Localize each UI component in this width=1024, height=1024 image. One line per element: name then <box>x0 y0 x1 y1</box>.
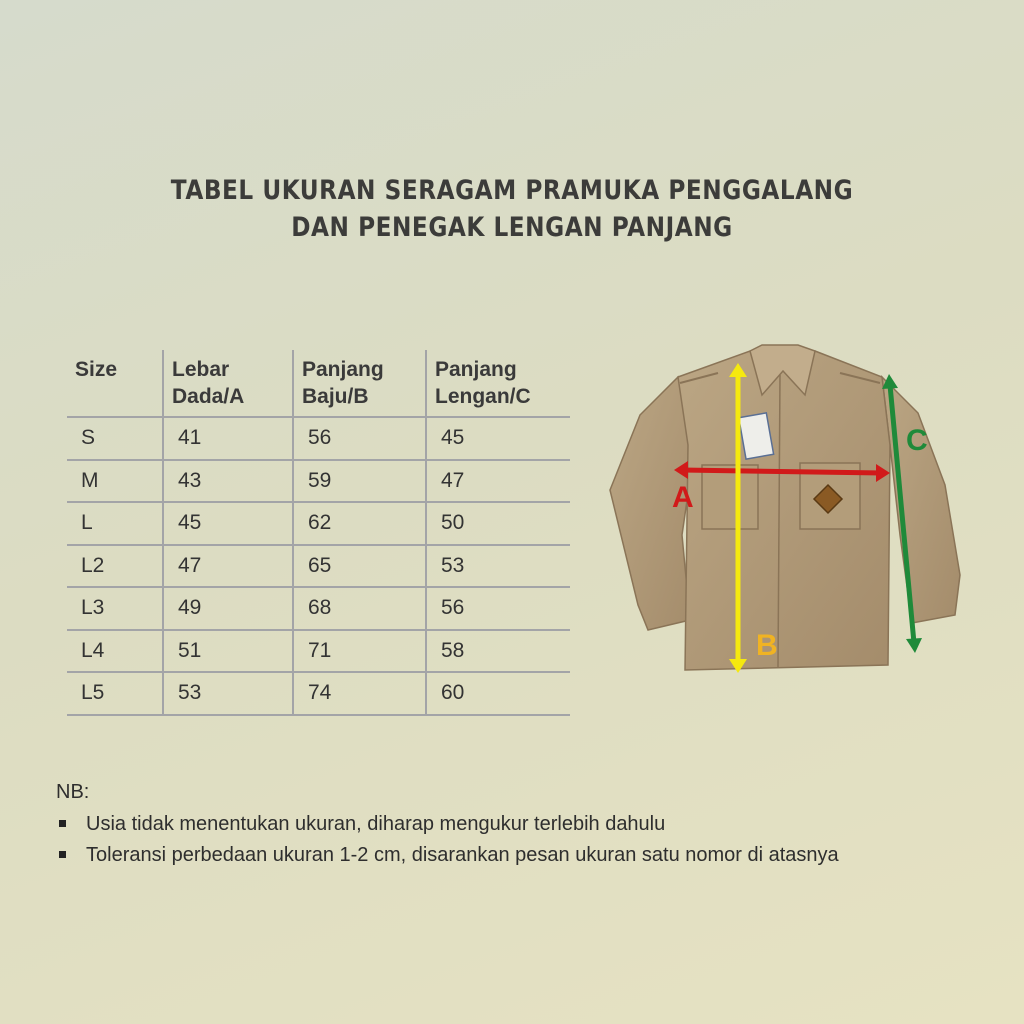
cell-lebar-dada: 47 <box>163 545 293 588</box>
header-panjang-baju <box>293 350 426 417</box>
cell-panjang-baju: 62 <box>293 502 426 545</box>
table-row <box>67 672 570 715</box>
cell-size: L2 <box>67 545 163 588</box>
bullet-icon <box>59 851 66 858</box>
cell-panjang-lengan: 47 <box>426 460 570 503</box>
notes-list <box>56 810 996 869</box>
table-header-row <box>67 350 570 417</box>
cell-panjang-lengan: 58 <box>426 630 570 673</box>
cell-panjang-lengan: 56 <box>426 587 570 630</box>
size-table <box>67 350 570 716</box>
cell-panjang-baju: 56 <box>293 417 426 460</box>
bullet-icon <box>59 820 66 827</box>
header-lebar-dada-label: Lebar Dada/A <box>172 358 245 408</box>
note-text: Usia tidak menentukan ukuran, diharap mengukur terlebih dahulu <box>86 813 666 835</box>
header-size-label: Size <box>75 358 118 381</box>
cell-lebar-dada: 45 <box>163 502 293 545</box>
shirt-left-pocket <box>702 465 758 529</box>
header-lebar-dada <box>163 350 293 417</box>
table-row <box>67 545 570 588</box>
cell-panjang-baju: 74 <box>293 672 426 715</box>
cell-panjang-lengan: 45 <box>426 417 570 460</box>
title-line-1: TABEL UKURAN SERAGAM PRAMUKA PENGGALANG <box>170 175 854 206</box>
note-text: Toleransi perbedaan ukuran 1-2 cm, disarankan pesan ukuran satu nomor di atasnya <box>86 844 839 866</box>
cell-size: L4 <box>67 630 163 673</box>
table-row <box>67 630 570 673</box>
cell-lebar-dada: 53 <box>163 672 293 715</box>
header-panjang-baju-label: Panjang Baju/B <box>302 358 384 408</box>
cell-lebar-dada: 43 <box>163 460 293 503</box>
cell-lebar-dada: 41 <box>163 417 293 460</box>
table-row <box>67 502 570 545</box>
cell-size: S <box>67 417 163 460</box>
label-a: A <box>672 481 694 514</box>
header-panjang-lengan <box>426 350 570 417</box>
header-size <box>67 350 163 417</box>
header-panjang-lengan-label: Panjang Lengan/C <box>435 358 531 408</box>
table-row <box>67 417 570 460</box>
label-b: B <box>756 629 778 662</box>
shirt-measurement-diagram <box>600 335 970 680</box>
list-item <box>56 810 996 838</box>
notes-section <box>56 778 996 872</box>
cell-lebar-dada: 49 <box>163 587 293 630</box>
shirt-illustration <box>600 335 970 680</box>
list-item <box>56 841 996 869</box>
cell-panjang-baju: 68 <box>293 587 426 630</box>
cell-panjang-baju: 59 <box>293 460 426 503</box>
cell-size: L <box>67 502 163 545</box>
cell-panjang-baju: 71 <box>293 630 426 673</box>
page-title <box>72 172 953 246</box>
label-c: C <box>906 424 928 457</box>
table-row <box>67 460 570 503</box>
table-row <box>67 587 570 630</box>
cell-panjang-lengan: 60 <box>426 672 570 715</box>
cell-lebar-dada: 51 <box>163 630 293 673</box>
cell-panjang-lengan: 53 <box>426 545 570 588</box>
cell-size: L3 <box>67 587 163 630</box>
notes-heading: NB: <box>56 781 90 803</box>
cell-size: M <box>67 460 163 503</box>
cell-panjang-lengan: 50 <box>426 502 570 545</box>
title-line-2: DAN PENEGAK LENGAN PANJANG <box>291 212 733 243</box>
cell-panjang-baju: 65 <box>293 545 426 588</box>
cell-size: L5 <box>67 672 163 715</box>
